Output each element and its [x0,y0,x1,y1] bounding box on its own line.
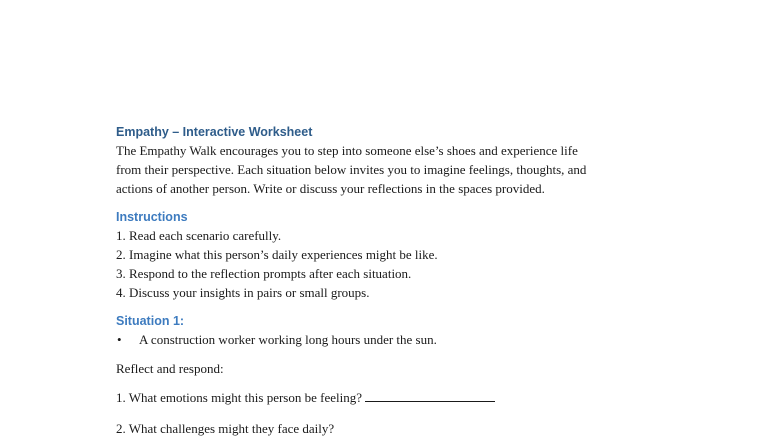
situation-1-scenario: A construction worker working long hours under the sun. [139,332,437,347]
situation-1-heading: Situation 1: [116,314,185,328]
situation-1-bullet [116,330,676,349]
intro-line-2: from their perspective. Each situation below invites you to imagine feelings, thoughts, and [116,162,587,177]
instruction-step: 3. Respond to the reflection prompts after each situation. [116,266,412,281]
question-1 [116,388,676,407]
worksheet-title: Empathy – Interactive Worksheet [116,125,313,139]
instruction-step: 2. Imagine what this person’s daily experiences might be like. [116,247,438,262]
intro-line-3: actions of another person. Write or discuss your reflections in the spaces provided. [116,181,545,196]
question-2-partial: 2. What challenges might they face daily? [116,421,335,436]
instruction-step: 4. Discuss your insights in pairs or small groups. [116,285,370,300]
question-1-text: 1. What emotions might this person be feeling? [116,390,362,405]
answer-blank-1[interactable] [365,389,495,402]
instructions-heading: Instructions [116,210,188,224]
reflect-label: Reflect and respond: [116,361,224,376]
bullet-icon: • [117,332,122,347]
intro-line-1: The Empathy Walk encourages you to step into someone else’s shoes and experience life [116,143,578,158]
worksheet-page [116,123,676,438]
instruction-step: 1. Read each scenario carefully. [116,228,282,243]
